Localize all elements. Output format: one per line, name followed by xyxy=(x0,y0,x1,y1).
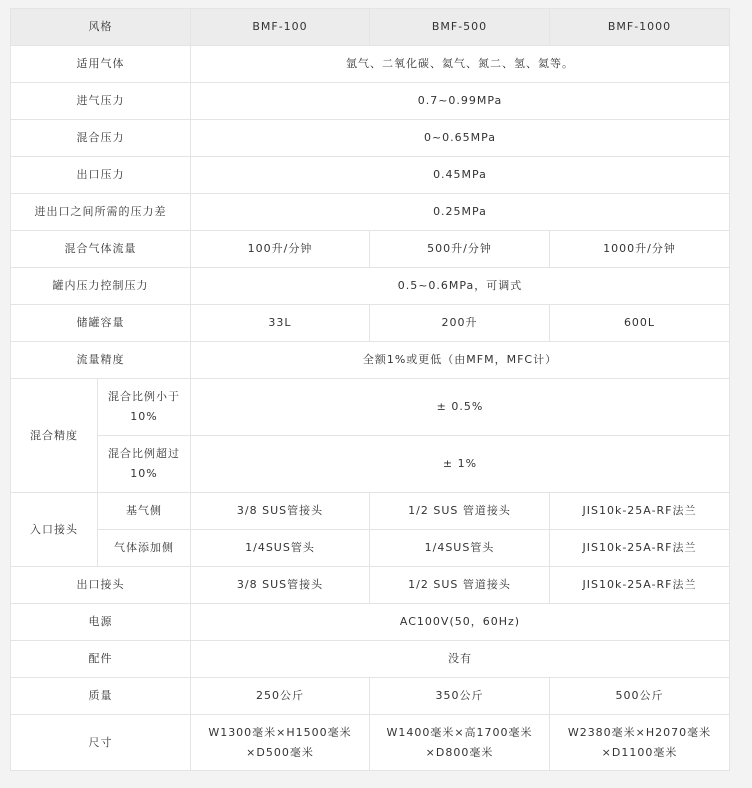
row-label-tank-capacity: 储罐容量 xyxy=(11,305,191,342)
row-value-size-3: W2380毫米×H2070毫米×D1100毫米 xyxy=(550,715,730,771)
row-label-gas: 适用气体 xyxy=(11,46,191,83)
row-value-gas-add-2: 1/4SUS管头 xyxy=(370,530,550,567)
table-row xyxy=(11,268,730,305)
header-model-2: BMF-500 xyxy=(370,9,550,46)
sub-label-mix-above-10: 混合比例超过10% xyxy=(98,436,191,493)
row-label-outlet-joint: 出口接头 xyxy=(11,567,191,604)
row-value-gas-add-3: JIS10k-25A-RF法兰 xyxy=(550,530,730,567)
row-value-mixed-flow-2: 500升/分钟 xyxy=(370,231,550,268)
row-label-inlet-pressure: 进气压力 xyxy=(11,83,191,120)
row-value-mass-2: 350公斤 xyxy=(370,678,550,715)
table-row xyxy=(11,436,730,493)
row-label-pressure-diff: 进出口之间所需的压力差 xyxy=(11,194,191,231)
header-style-label: 风格 xyxy=(11,9,191,46)
table-row xyxy=(11,678,730,715)
row-label-tank-pressure: 罐内压力控制压力 xyxy=(11,268,191,305)
row-label-mixed-flow: 混合气体流量 xyxy=(11,231,191,268)
row-value-tank-pressure: 0.5~0.6MPa，可调式 xyxy=(191,268,730,305)
row-value-base-gas-2: 1/2 SUS 管道接头 xyxy=(370,493,550,530)
row-label-accessories: 配件 xyxy=(11,641,191,678)
sub-label-gas-add-side: 气体添加侧 xyxy=(98,530,191,567)
table-row xyxy=(11,231,730,268)
row-value-mix-above-10: ± 1% xyxy=(191,436,730,493)
sub-label-base-gas-side: 基气侧 xyxy=(98,493,191,530)
row-value-base-gas-1: 3/8 SUS管接头 xyxy=(191,493,370,530)
row-value-mix-below-10: ± 0.5% xyxy=(191,379,730,436)
table-row xyxy=(11,530,730,567)
table-row xyxy=(11,305,730,342)
table-row xyxy=(11,493,730,530)
row-value-outlet-joint-3: JIS10k-25A-RF法兰 xyxy=(550,567,730,604)
table-row xyxy=(11,120,730,157)
table-row xyxy=(11,715,730,771)
row-value-gas: 氩气、二氧化碳、氦气、氮二、氢、氦等。 xyxy=(191,46,730,83)
sub-label-mix-below-10: 混合比例小于10% xyxy=(98,379,191,436)
table-header-row xyxy=(11,9,730,46)
row-label-mix-accuracy: 混合精度 xyxy=(11,379,98,493)
row-label-mass: 质量 xyxy=(11,678,191,715)
row-value-mixing-pressure: 0~0.65MPa xyxy=(191,120,730,157)
row-value-gas-add-1: 1/4SUS管头 xyxy=(191,530,370,567)
row-value-pressure-diff: 0.25MPa xyxy=(191,194,730,231)
row-value-base-gas-3: JIS10k-25A-RF法兰 xyxy=(550,493,730,530)
row-value-outlet-joint-2: 1/2 SUS 管道接头 xyxy=(370,567,550,604)
table-row xyxy=(11,83,730,120)
header-model-3: BMF-1000 xyxy=(550,9,730,46)
row-value-size-1: W1300毫米×H1500毫米×D500毫米 xyxy=(191,715,370,771)
row-value-outlet-joint-1: 3/8 SUS管接头 xyxy=(191,567,370,604)
row-value-mass-3: 500公斤 xyxy=(550,678,730,715)
table-row xyxy=(11,604,730,641)
table-row xyxy=(11,379,730,436)
row-value-inlet-pressure: 0.7~0.99MPa xyxy=(191,83,730,120)
table-row xyxy=(11,46,730,83)
row-value-mixed-flow-1: 100升/分钟 xyxy=(191,231,370,268)
row-value-outlet-pressure: 0.45MPa xyxy=(191,157,730,194)
row-value-mixed-flow-3: 1000升/分钟 xyxy=(550,231,730,268)
row-label-outlet-pressure: 出口压力 xyxy=(11,157,191,194)
row-value-size-2: W1400毫米×高1700毫米×D800毫米 xyxy=(370,715,550,771)
header-model-1: BMF-100 xyxy=(191,9,370,46)
spec-table xyxy=(10,8,730,771)
table-row xyxy=(11,567,730,604)
table-row xyxy=(11,157,730,194)
row-value-flow-accuracy: 全额1%或更低（由MFM，MFC计） xyxy=(191,342,730,379)
table-row xyxy=(11,194,730,231)
row-label-flow-accuracy: 流量精度 xyxy=(11,342,191,379)
table-row xyxy=(11,342,730,379)
row-value-tank-capacity-1: 33L xyxy=(191,305,370,342)
row-label-mixing-pressure: 混合压力 xyxy=(11,120,191,157)
row-value-tank-capacity-2: 200升 xyxy=(370,305,550,342)
row-value-power: AC100V(50，60Hz) xyxy=(191,604,730,641)
row-label-size: 尺寸 xyxy=(11,715,191,771)
spec-table-container xyxy=(10,8,729,771)
row-value-mass-1: 250公斤 xyxy=(191,678,370,715)
row-label-power: 电源 xyxy=(11,604,191,641)
table-row xyxy=(11,641,730,678)
row-value-accessories: 没有 xyxy=(191,641,730,678)
row-label-inlet-joint: 入口接头 xyxy=(11,493,98,567)
row-value-tank-capacity-3: 600L xyxy=(550,305,730,342)
